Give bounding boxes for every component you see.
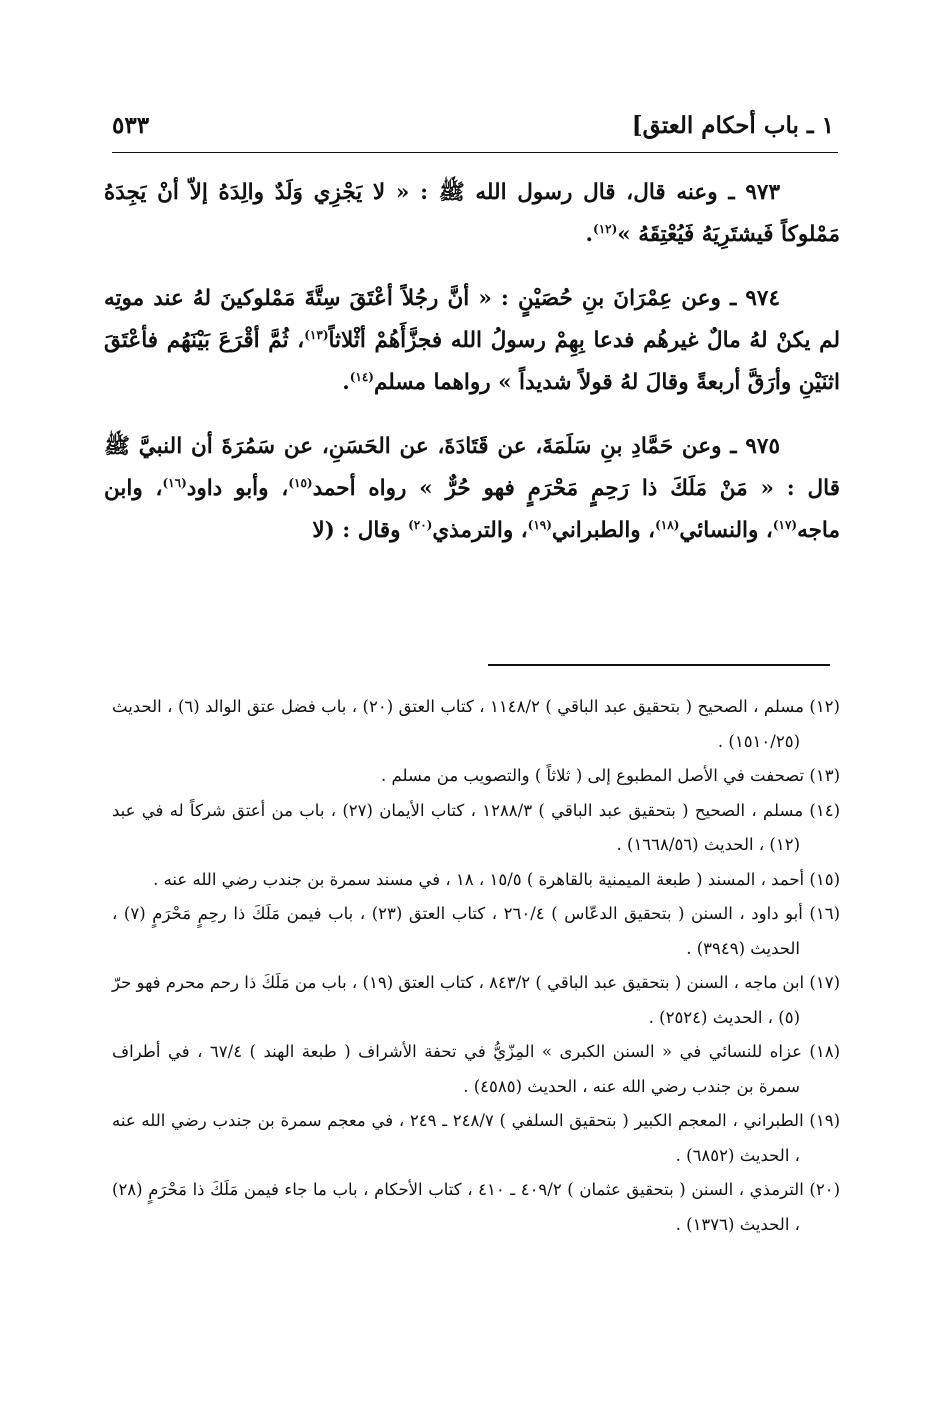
- footnote-number: (٢٠): [809, 1180, 840, 1199]
- hadith-lead: ـ وعن عِمْرَانَ بنِ حُصَيْنٍ : «: [469, 286, 746, 311]
- footnote-text: مسلم ، الصحيح ( بتحقيق عبد الباقي ) ١٢٨٨/٣ ، كتاب الأيمان (٢٧) ، باب من أعتق شركاً له في عبد (١٢) ، الحديث (١٦٦٨/٥٦) .: [112, 800, 804, 854]
- hadith-matn: أنَّ رجُلاً أعْتَقَ سِتَّةَ مَمْلوكينَ لهُ عند موتِه لم يكنْ لهُ مالٌ غيرهُم فدعا بِهِمْ رسولُ الله فجزَّأَهُمْ أثْلاثاً: [104, 286, 840, 353]
- source-text: ، والنسائي: [679, 518, 773, 543]
- footnote-14: [112, 794, 840, 863]
- footnote-text: عزاه للنسائي في « السنن الكبرى » المِزّيُّ في تحفة الأشراف ( طبعة الهند ) ٦٧/٤ ، في أطراف سمرة بن جندب رضي الله عنه ، الحديث (٤٥٨٥) .: [112, 1042, 802, 1096]
- hadith-end: .: [342, 370, 350, 395]
- hadith-974: [104, 278, 840, 404]
- source-text: ، وابن ماجه: [104, 476, 840, 543]
- footnote-text: الترمذي ، السنن ( بتحقيق عثمان ) ٤٠٩/٢ ـ ٤١٠ ، كتاب الأحكام ، باب ما جاء فيمن مَلَكَ ذا مَحْرَمٍ (٢٨) ، الحديث (١٣٧٦) .: [112, 1180, 804, 1234]
- footnote-18: [112, 1035, 840, 1104]
- main-text: [104, 172, 840, 574]
- hadith-number: ٩٧٣: [745, 180, 781, 205]
- hadith-tail: »: [617, 222, 639, 247]
- footnote-number: (١٨): [809, 1042, 841, 1061]
- footnote-text: أبو داود ، السنن ( بتحقيق الدعّاس ) ٢٦٠/٤ ، كتاب العتق (٢٣) ، باب فيمن مَلَكَ ذا رحِمٍ مَحْرَمٍ (٧) ، الحديث (٣٩٤٩) .: [112, 904, 803, 958]
- footnote-ref[interactable]: (١٦): [162, 475, 187, 490]
- hadith-matn: مَنْ مَلَكَ ذا رَحِمٍ مَحْرَمٍ فهو حُرٌّ: [445, 476, 748, 501]
- footnote-ref[interactable]: (١٧): [772, 517, 798, 532]
- footnote-16: [112, 897, 840, 966]
- footnote-number: (١٧): [809, 973, 840, 992]
- hadith-matn-cont: ، ثُمَّ أقْرَعَ بَيْنَهُم فأعْتَقَ اثنَيْنِ وأرَقَّ أربعةً وقالَ لهُ قولاً شديداً: [104, 328, 840, 395]
- footnote-15: [112, 863, 840, 898]
- footnote-ref[interactable]: (١٤): [349, 369, 374, 384]
- footnote-12: [112, 690, 840, 759]
- footnote-ref[interactable]: (١٣): [304, 327, 329, 342]
- footnote-ref[interactable]: (١٢): [593, 221, 618, 236]
- running-header: [112, 112, 834, 148]
- hadith-number: ٩٧٥: [745, 434, 780, 459]
- footnote-text: الطبراني ، المعجم الكبير ( بتحقيق السلفي ) ٢٤٨/٧ ـ ٢٤٩ ، في معجم سمرة بن جندب رضي الله عنه ، الحديث (٦٨٥٢) .: [112, 1111, 804, 1165]
- footnote-ref[interactable]: (١٥): [288, 475, 313, 490]
- footnotes: [112, 690, 840, 1242]
- footnote-19: [112, 1104, 840, 1173]
- source-text: ، وأبو داود: [186, 476, 289, 501]
- footnote-text: ابن ماجه ، السنن ( بتحقيق عبد الباقي ) ٨٤٣/٢ ، كتاب العتق (١٩) ، باب من مَلَكَ ذا رحم محرم فهو حرّ (٥) ، الحديث (٢٥٢٤) .: [112, 973, 805, 1027]
- header-rule: [112, 152, 838, 153]
- hadith-973: [104, 172, 840, 256]
- footnote-ref[interactable]: (٢٠): [408, 517, 433, 532]
- hadith-number: ٩٧٤: [745, 286, 781, 311]
- footnote-number: (١٦): [809, 904, 841, 923]
- footnote-number: (١٣): [809, 766, 840, 785]
- footnote-text: تصحفت في الأصل المطبوع إلى ( ثلاثاً ) والتصويب من مسلم .: [381, 766, 805, 785]
- footnote-separator: [488, 664, 830, 666]
- hadith-lead: ـ وعن حَمَّادِ بنِ سَلَمَةَ، عن قَتَادَةَ، عن الحَسَنِ، عن سَمُرَةَ أن النبيَّ ﷺ قال : «: [104, 434, 841, 501]
- hadith-975: [104, 426, 840, 552]
- source-text: وقال : (لا: [312, 518, 409, 543]
- footnote-text: أحمد ، المسند ( طبعة الميمنية بالقاهرة ) ١٥/٥ ، ١٨ ، في مسند سمرة بن جندب رضي الله عنه .: [153, 869, 805, 889]
- chapter-title: ١ ـ باب أحكام العتق]: [631, 112, 834, 139]
- hadith-tail: » رواه أحمد: [312, 476, 446, 501]
- hadith-matn: لا يَجْزِي وَلَدٌ والِدَهُ إلاّ أنْ يَجِدَهُ مَمْلوكاً فَيشتَرِيَهُ فَيُعْتِقَهُ: [104, 180, 840, 247]
- hadith-lead: ـ وعنه قال، قال رسول الله ﷺ : «: [385, 180, 746, 205]
- footnote-number: (١٤): [809, 800, 840, 820]
- hadith-tail: » رواهما مسلم: [373, 370, 520, 395]
- footnote-text: مسلم ، الصحيح ( بتحقيق عبد الباقي ) ١١٤٨/٢ ، كتاب العتق (٢٠) ، باب فضل عتق الوالد (٦) ، الحديث (١٥١٠/٢٥) .: [112, 697, 804, 751]
- footnote-13: [112, 759, 840, 794]
- footnote-17: [112, 966, 840, 1035]
- footnote-number: (١٩): [809, 1111, 841, 1130]
- page-number: ٥٣٣: [112, 112, 150, 139]
- footnote-ref[interactable]: (١٨): [655, 517, 680, 532]
- footnote-number: (١٥): [809, 869, 840, 889]
- footnote-20: [112, 1173, 840, 1242]
- hadith-end: .: [585, 222, 594, 247]
- source-text: ، والترمذي: [432, 518, 528, 543]
- footnote-ref[interactable]: (١٩): [527, 517, 552, 532]
- source-text: ، والطبراني: [551, 518, 656, 543]
- footnote-number: (١٢): [809, 697, 840, 716]
